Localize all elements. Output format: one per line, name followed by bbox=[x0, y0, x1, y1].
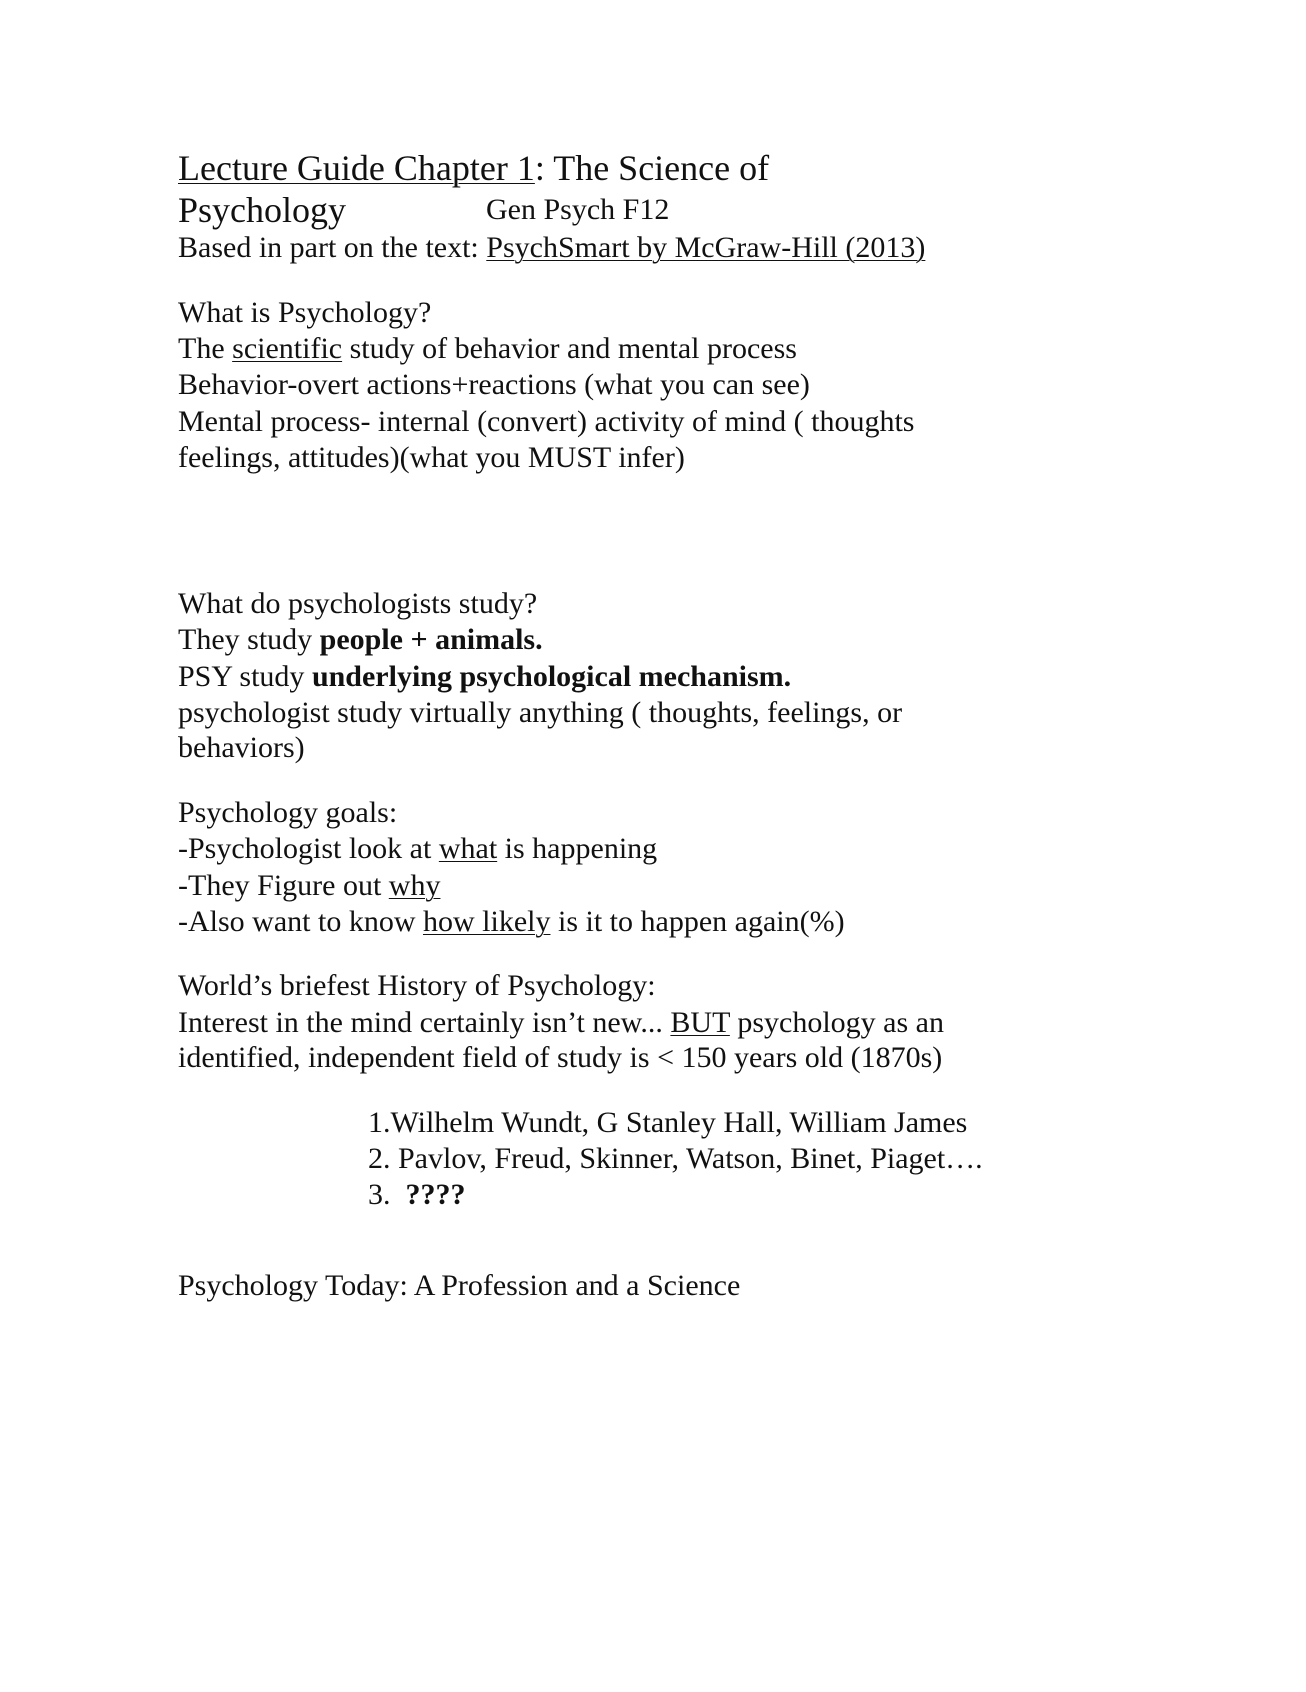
study-line1: They study people + animals. bbox=[178, 623, 543, 656]
section-heading-history: World’s briefest History of Psychology: bbox=[178, 969, 656, 1002]
history-line2: identified, independent field of study is < 150 years old (1870s) bbox=[178, 1041, 943, 1074]
section-heading-today: Psychology Today: A Profession and a Science bbox=[178, 1269, 741, 1302]
study-line3: psychologist study virtually anything ( thoughts, feelings, or bbox=[178, 696, 903, 729]
study-line2: PSY study underlying psychological mechanism. bbox=[178, 660, 792, 693]
history-line1: Interest in the mind certainly isn’t new... BUT psychology as an bbox=[178, 1006, 944, 1039]
goal-what: -Psychologist look at what is happening bbox=[178, 832, 658, 865]
history-list-item-2: 2. Pavlov, Freud, Skinner, Watson, Binet, Piaget…. bbox=[368, 1142, 983, 1175]
title-line2: Psychology bbox=[178, 190, 347, 230]
mental-process-line1: Mental process- internal (convert) activity of mind ( thoughts bbox=[178, 405, 915, 438]
title-underlined: Lecture Guide Chapter 1 bbox=[178, 148, 535, 188]
mental-process-line2: feelings, attitudes)(what you MUST infer) bbox=[178, 441, 685, 474]
history-list-item-3: 3. ???? bbox=[368, 1178, 466, 1211]
course-label: Gen Psych F12 bbox=[486, 193, 670, 226]
goal-how-likely: -Also want to know how likely is it to happen again(%) bbox=[178, 905, 845, 938]
section-heading-goals: Psychology goals: bbox=[178, 796, 398, 829]
title-rest: : The Science of bbox=[534, 148, 770, 188]
history-list-item-1: 1.Wilhelm Wundt, G Stanley Hall, William James bbox=[368, 1106, 968, 1139]
textbook-source: PsychSmart by McGraw-Hill (2013) bbox=[486, 231, 926, 264]
behavior-line: Behavior-overt actions+reactions (what you can see) bbox=[178, 368, 810, 401]
based-on-line: Based in part on the text: PsychSmart by McGraw-Hill (2013) bbox=[178, 231, 926, 264]
section-heading-what: What is Psychology? bbox=[178, 296, 432, 329]
document-title bbox=[178, 146, 769, 190]
study-line4: behaviors) bbox=[178, 731, 305, 764]
document-title-line2 bbox=[178, 188, 346, 232]
definition-line: The scientific study of behavior and mental process bbox=[178, 332, 797, 365]
section-heading-study: What do psychologists study? bbox=[178, 587, 538, 620]
goal-why: -They Figure out why bbox=[178, 869, 441, 902]
